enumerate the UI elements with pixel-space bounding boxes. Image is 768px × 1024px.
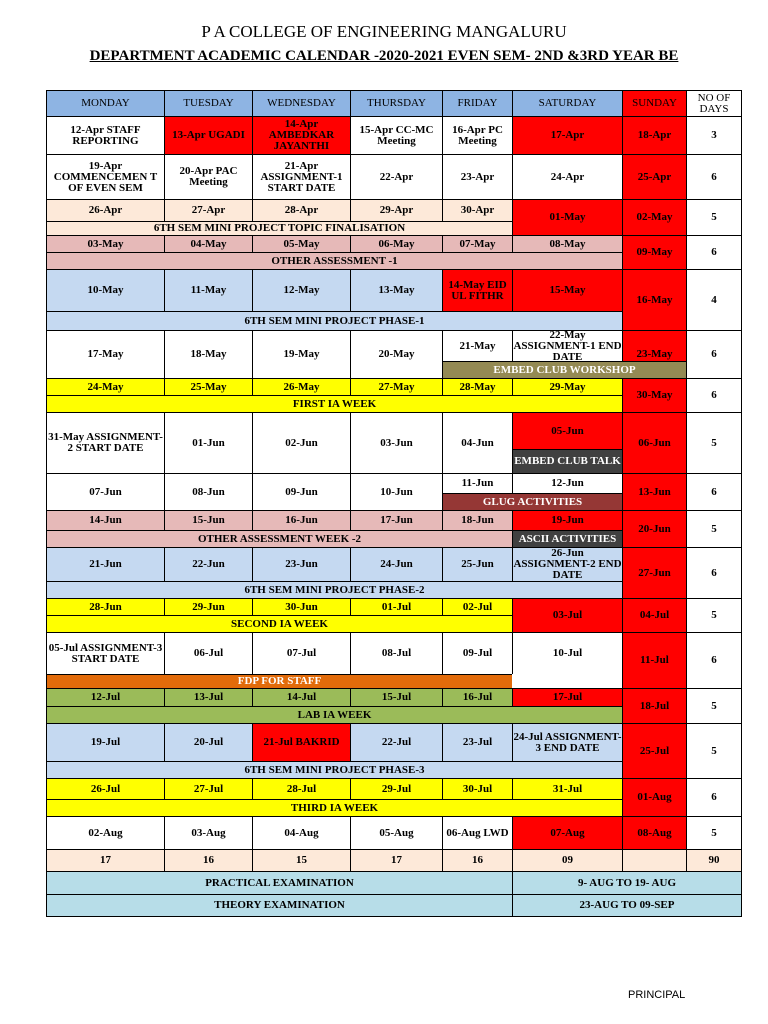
calendar-cell-other-assessment-week-2: OTHER ASSESSMENT WEEK -2 [46, 530, 512, 547]
calendar-cell-20-jun: 20-Jun [622, 510, 686, 547]
calendar-cell-02-aug: 02-Aug [46, 816, 164, 849]
calendar-cell-22-jul: 22-Jul [350, 723, 442, 761]
calendar-cell-06-jun: 06-Jun [622, 412, 686, 473]
principal-signature-label: PRINCIPAL [628, 989, 686, 1001]
calendar-cell-first-ia-week: FIRST IA WEEK [46, 395, 622, 412]
calendar-cell-18-apr: 18-Apr [622, 116, 686, 154]
calendar-cell-17: 17 [350, 849, 442, 871]
calendar-cell-6th-sem-mini-project-phase-3: 6TH SEM MINI PROJECT PHASE-3 [46, 761, 622, 778]
calendar-cell-09-jun: 09-Jun [252, 473, 350, 510]
calendar-cell-29-apr: 29-Apr [350, 199, 442, 221]
calendar-cell-22-jun: 22-Jun [164, 547, 252, 581]
calendar-cell-04-may: 04-May [164, 235, 252, 252]
calendar-cell-19-jul: 19-Jul [46, 723, 164, 761]
calendar-cell-24-apr: 24-Apr [512, 154, 622, 199]
header-monday: MONDAY [46, 90, 164, 116]
calendar-cell-05-may: 05-May [252, 235, 350, 252]
header-sunday: SUNDAY [622, 90, 686, 116]
calendar-cell-22-apr: 22-Apr [350, 154, 442, 199]
calendar-cell-30-jun: 30-Jun [252, 598, 350, 615]
calendar-cell-01-jun: 01-Jun [164, 412, 252, 473]
calendar-cell-11-may: 11-May [164, 269, 252, 311]
calendar-cell-30-apr: 30-Apr [442, 199, 512, 221]
calendar-cell-13-jun: 13-Jun [622, 473, 686, 510]
calendar-cell-16: 16 [442, 849, 512, 871]
calendar-cell-90: 90 [686, 849, 742, 871]
calendar-cell-12-jul: 12-Jul [46, 688, 164, 706]
calendar-cell-26-jul: 26-Jul [46, 778, 164, 799]
calendar-cell-14-may-eid-ul-fithr: 14-May EID UL FITHR [442, 269, 512, 311]
calendar-cell-24-may: 24-May [46, 378, 164, 395]
calendar-cell-05-jun: 05-Jun [512, 412, 622, 449]
calendar-cell-12-apr-staff-reporting: 12-Apr STAFF REPORTING [46, 116, 164, 154]
header-wednesday: WEDNESDAY [252, 90, 350, 116]
calendar-cell-13-may: 13-May [350, 269, 442, 311]
calendar-cell-05-aug: 05-Aug [350, 816, 442, 849]
calendar-cell-08-may: 08-May [512, 235, 622, 252]
calendar-cell-12-jun: 12-Jun [512, 473, 622, 493]
calendar-cell-29-jul: 29-Jul [350, 778, 442, 799]
calendar-cell-5: 5 [686, 598, 742, 632]
calendar-cell-third-ia-week: THIRD IA WEEK [46, 799, 622, 816]
calendar-cell-15-jul: 15-Jul [350, 688, 442, 706]
calendar-cell-11-jul: 11-Jul [622, 632, 686, 688]
calendar-cell-07-jun: 07-Jun [46, 473, 164, 510]
calendar-cell-17-apr: 17-Apr [512, 116, 622, 154]
calendar-cell-08-aug: 08-Aug [622, 816, 686, 849]
calendar-cell-23-jul: 23-Jul [442, 723, 512, 761]
calendar-cell-18-may: 18-May [164, 330, 252, 378]
calendar-cell-04-aug: 04-Aug [252, 816, 350, 849]
calendar-cell-5: 5 [686, 723, 742, 778]
calendar-cell-01-may: 01-May [512, 199, 622, 235]
calendar-cell-16-apr-pc-meeting: 16-Apr PC Meeting [442, 116, 512, 154]
calendar-cell-01-aug: 01-Aug [622, 778, 686, 816]
calendar-cell-ascii-activities: ASCII ACTIVITIES [512, 530, 622, 547]
calendar-cell-14-jun: 14-Jun [46, 510, 164, 530]
calendar-cell-18-jul: 18-Jul [622, 688, 686, 723]
calendar-cell-01-jul: 01-Jul [350, 598, 442, 615]
calendar-cell-embed-club-workshop: EMBED CLUB WORKSHOP [442, 361, 686, 378]
calendar-cell-02-may: 02-May [622, 199, 686, 235]
calendar-cell-28-apr: 28-Apr [252, 199, 350, 221]
calendar-cell-27-jul: 27-Jul [164, 778, 252, 799]
calendar-cell-17-jun: 17-Jun [350, 510, 442, 530]
calendar-cell-31-may-assignment-2-start-date: 31-May ASSIGNMENT-2 START DATE [46, 412, 164, 473]
calendar-cell-15-apr-cc-mc-meeting: 15-Apr CC-MC Meeting [350, 116, 442, 154]
header-no-of-days: NO OF DAYS [686, 90, 742, 116]
calendar-cell-6: 6 [686, 154, 742, 199]
calendar-cell-31-jul: 31-Jul [512, 778, 622, 799]
calendar-cell-04-jun: 04-Jun [442, 412, 512, 473]
calendar-cell-6: 6 [686, 778, 742, 816]
calendar-cell-21-may: 21-May [442, 330, 512, 361]
calendar-cell-5: 5 [686, 199, 742, 235]
academic-calendar-table [46, 90, 742, 974]
calendar-cell-03-jul: 03-Jul [512, 598, 622, 632]
calendar-cell-09-jul: 09-Jul [442, 632, 512, 674]
calendar-cell-23-aug-to-09-sep: 23-AUG TO 09-SEP [512, 894, 742, 917]
calendar-cell-14-jul: 14-Jul [252, 688, 350, 706]
calendar-cell-09: 09 [512, 849, 622, 871]
calendar-cell-second-ia-week: SECOND IA WEEK [46, 615, 512, 632]
calendar-cell-27-may: 27-May [350, 378, 442, 395]
calendar-cell-17-may: 17-May [46, 330, 164, 378]
calendar-cell-10-jul: 10-Jul [512, 632, 622, 674]
calendar-cell-6: 6 [686, 632, 742, 688]
calendar-cell-28-may: 28-May [442, 378, 512, 395]
calendar-cell-14-apr-ambedkar-jayanthi: 14-Apr AMBEDKAR JAYANTHI [252, 116, 350, 154]
calendar-cell-6: 6 [686, 330, 742, 378]
calendar-cell-embed-club-talk: EMBED CLUB TALK [512, 449, 622, 473]
calendar-cell-13-jul: 13-Jul [164, 688, 252, 706]
header-friday: FRIDAY [442, 90, 512, 116]
calendar-cell-fdp-for-staff: FDP FOR STAFF [46, 674, 512, 688]
calendar-cell-06-jul: 06-Jul [164, 632, 252, 674]
calendar-cell-06-may: 06-May [350, 235, 442, 252]
calendar-cell-30-may: 30-May [622, 378, 686, 412]
calendar-cell-02-jun: 02-Jun [252, 412, 350, 473]
college-title: P A COLLEGE OF ENGINEERING MANGALURU [201, 22, 567, 41]
calendar-cell-theory-examination: THEORY EXAMINATION [46, 894, 512, 917]
calendar-cell-lab-ia-week: LAB IA WEEK [46, 706, 622, 723]
calendar-cell-28-jun: 28-Jun [46, 598, 164, 615]
calendar-cell-17-jul: 17-Jul [512, 688, 622, 706]
calendar-cell-13-apr-ugadi: 13-Apr UGADI [164, 116, 252, 154]
calendar-cell-10-jun: 10-Jun [350, 473, 442, 510]
calendar-cell-25-may: 25-May [164, 378, 252, 395]
calendar-cell-6: 6 [686, 235, 742, 269]
calendar-cell-27-apr: 27-Apr [164, 199, 252, 221]
calendar-cell-23-apr: 23-Apr [442, 154, 512, 199]
calendar-cell-19-may: 19-May [252, 330, 350, 378]
calendar-cell-19-jun: 19-Jun [512, 510, 622, 530]
calendar-cell-24-jul-assignment-3-end-date: 24-Jul ASSIGNMENT-3 END DATE [512, 723, 622, 761]
calendar-cell-06-aug-lwd: 06-Aug LWD [442, 816, 512, 849]
calendar-cell-04-jul: 04-Jul [622, 598, 686, 632]
calendar-cell-30-jul: 30-Jul [442, 778, 512, 799]
calendar-cell-15-jun: 15-Jun [164, 510, 252, 530]
calendar-cell-21-apr-assignment-1-start-date: 21-Apr ASSIGNMENT-1 START DATE [252, 154, 350, 199]
calendar-cell-07-jul: 07-Jul [252, 632, 350, 674]
calendar-cell-5: 5 [686, 816, 742, 849]
calendar-cell-6: 6 [686, 547, 742, 598]
calendar-cell-05-jul-assignment-3-start-date: 05-Jul ASSIGNMENT-3 START DATE [46, 632, 164, 674]
calendar-cell-16: 16 [164, 849, 252, 871]
calendar-subtitle: DEPARTMENT ACADEMIC CALENDAR -2020-2021 EVEN SEM- 2ND &3RD YEAR BE [89, 48, 679, 64]
calendar-cell-02-jul: 02-Jul [442, 598, 512, 615]
calendar-cell-27-jun: 27-Jun [622, 547, 686, 598]
calendar-cell-15: 15 [252, 849, 350, 871]
calendar-cell-12-may: 12-May [252, 269, 350, 311]
calendar-cell-16-may: 16-May [622, 269, 686, 330]
calendar-cell-24-jun: 24-Jun [350, 547, 442, 581]
calendar-cell-26-may: 26-May [252, 378, 350, 395]
calendar-cell-21-jun: 21-Jun [46, 547, 164, 581]
header-thursday: THURSDAY [350, 90, 442, 116]
calendar-cell-16-jul: 16-Jul [442, 688, 512, 706]
calendar-cell-6th-sem-mini-project-phase-1: 6TH SEM MINI PROJECT PHASE-1 [46, 311, 622, 330]
calendar-cell-03-may: 03-May [46, 235, 164, 252]
calendar-cell-6: 6 [686, 378, 742, 412]
calendar-cell-21-jul-bakrid: 21-Jul BAKRID [252, 723, 350, 761]
calendar-cell-11-jun: 11-Jun [442, 473, 512, 493]
calendar-cell-29-may: 29-May [512, 378, 622, 395]
calendar-cell-5: 5 [686, 688, 742, 723]
calendar-cell-22-may-assignment-1-end-date: 22-May ASSIGNMENT-1 END DATE [513, 330, 622, 361]
calendar-cell-20-may: 20-May [350, 330, 442, 378]
calendar-cell-08-jul: 08-Jul [350, 632, 442, 674]
calendar-cell-28-jul: 28-Jul [252, 778, 350, 799]
calendar-cell-16-jun: 16-Jun [252, 510, 350, 530]
calendar-cell-25-apr: 25-Apr [622, 154, 686, 199]
calendar-cell-25-jul: 25-Jul [622, 723, 686, 778]
calendar-cell-15-may: 15-May [512, 269, 622, 311]
calendar-cell-26-jun-assignment-2-end-date: 26-Jun ASSIGNMENT-2 END DATE [513, 547, 622, 581]
calendar-cell-5: 5 [686, 412, 742, 473]
calendar-cell-18-jun: 18-Jun [442, 510, 512, 530]
header-tuesday: TUESDAY [164, 90, 252, 116]
calendar-cell-6th-sem-mini-project-phase-2: 6TH SEM MINI PROJECT PHASE-2 [46, 581, 622, 598]
calendar-cell-07-aug: 07-Aug [512, 816, 622, 849]
calendar-cell-5: 5 [686, 510, 742, 547]
calendar-cell-6: 6 [686, 473, 742, 510]
calendar-cell-08-jun: 08-Jun [164, 473, 252, 510]
calendar-cell-25-jun: 25-Jun [442, 547, 512, 581]
calendar-cell-09-may: 09-May [622, 235, 686, 269]
calendar-cell-3: 3 [686, 116, 742, 154]
calendar-cell-23-may: 23-May [622, 330, 686, 378]
calendar-cell-20-apr-pac-meeting: 20-Apr PAC Meeting [164, 154, 252, 199]
calendar-cell-07-may: 07-May [442, 235, 512, 252]
calendar-cell-10-may: 10-May [46, 269, 164, 311]
calendar-cell-9-aug-to-19-aug: 9- AUG TO 19- AUG [512, 871, 742, 894]
header-saturday: SATURDAY [512, 90, 622, 116]
calendar-cell-6th-sem-mini-project-topic-finalisation: 6TH SEM MINI PROJECT TOPIC FINALISATION [46, 221, 512, 235]
calendar-cell-other-assessment-1: OTHER ASSESSMENT -1 [46, 252, 622, 269]
calendar-cell-26-apr: 26-Apr [46, 199, 164, 221]
calendar-cell-29-jun: 29-Jun [164, 598, 252, 615]
calendar-cell-19-apr-commencemen-t-of-even-sem: 19-Apr COMMENCEMEN T OF EVEN SEM [46, 154, 164, 199]
calendar-cell-blank-165 [622, 849, 686, 871]
calendar-cell-23-jun: 23-Jun [252, 547, 350, 581]
calendar-cell-20-jul: 20-Jul [164, 723, 252, 761]
calendar-cell-4: 4 [686, 269, 742, 330]
calendar-cell-practical-examination: PRACTICAL EXAMINATION [46, 871, 512, 894]
calendar-cell-03-jun: 03-Jun [350, 412, 442, 473]
calendar-cell-17: 17 [46, 849, 164, 871]
calendar-cell-glug-activities: GLUG ACTIVITIES [442, 493, 622, 510]
calendar-cell-03-aug: 03-Aug [164, 816, 252, 849]
